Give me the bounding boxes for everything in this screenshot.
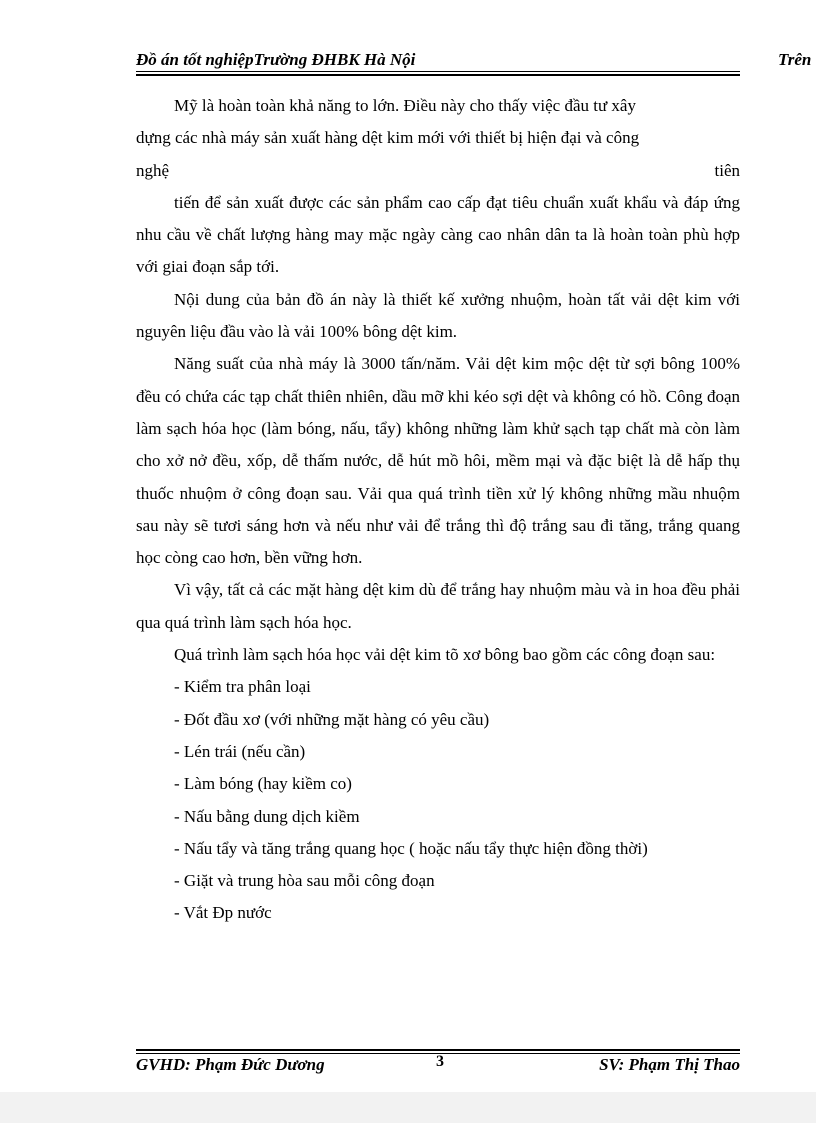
body-text xyxy=(136,90,740,930)
word-right: tiên xyxy=(714,160,740,180)
list-item: - Nấu bằng dung dịch kiềm xyxy=(174,806,360,826)
header-title: Đồ án tốt nghiệpTrường ĐHBK Hà Nội xyxy=(136,50,416,69)
paragraph: tiến để sản xuất được các sản phẩm cao cấp đạt tiêu chuẩn xuất khẩu và đáp ứng nhu cầu về chất lượng hàng may mặc ngày càng cao nhân dân ta là hoàn toàn phù hợp với giai đoạn sắp tới. xyxy=(136,192,740,277)
list-item: - Giặt và trung hòa sau mỗi công đoạn xyxy=(174,871,435,891)
footer-rule-thick xyxy=(136,1049,740,1051)
word-left: nghệ xyxy=(136,160,170,180)
footer-supervisor: GVHD: Phạm Đức Dương xyxy=(136,1055,325,1074)
paragraph: Nội dung của bản đồ án này là thiết kế xưởng nhuộm, hoàn tất vải dệt kim với nguyên liệu đầu vào là vải 100% bông dệt kim. xyxy=(136,289,740,342)
header-right-text: Trên xyxy=(778,50,812,69)
list-item: - Kiểm tra phân loại xyxy=(174,677,311,697)
paragraph-line: Mỹ là hoàn toàn khả năng to lớn. Điều này cho thấy việc đầu tư xây xyxy=(174,96,636,115)
paragraph: Vì vậy, tất cả các mặt hàng dệt kim dù để trắng hay nhuộm màu và in hoa đều phải qua quá trình làm sạch hóa học. xyxy=(136,580,740,632)
list-item: - Đốt đầu xơ (với những mặt hàng có yêu cầu) xyxy=(174,709,490,729)
header-rule-thick xyxy=(136,74,740,76)
list-item: - Lén trái (nếu cần) xyxy=(174,741,306,761)
page-number: 3 xyxy=(436,1053,444,1070)
header-rule xyxy=(136,71,740,72)
paragraph: Năng suất của nhà máy là 3000 tấn/năm. Vải dệt kim mộc dệt từ sợi bông 100% đều có chứa các tạp chất thiên nhiên, dầu mỡ khi kéo sợi dệt và không có hồ. Công đoạn làm sạch hóa học (làm bóng, nấu, tẩy) không những làm khử sạch tạp chất mà còn làm cho xở nở đều, xốp, dễ thấm nước, dễ hút mồ hôi, mềm mại và đặc biệt là dễ hấp thụ thuốc nhuộm ở công đoạn sau. Vải qua quá trình tiền xử lý không những mầu nhuộm sau này sẽ tươi sáng hơn và nếu như vải để trắng thì độ trắng sau đi tăng, trắng quang học còng cao hơn, bền vững hơn. xyxy=(136,354,740,568)
list-item: - Làm bóng (hay kiềm co) xyxy=(174,774,352,794)
paragraph-line: dựng các nhà máy sản xuất hàng dệt kim mới với thiết bị hiện đại và công xyxy=(136,128,640,148)
paragraph: Quá trình làm sạch hóa học vải dệt kim tõ xơ bông bao gồm các công đoạn sau: xyxy=(174,645,716,665)
list-item: - Vắt Đp nước xyxy=(174,903,272,923)
paragraph-line-spread xyxy=(136,155,740,187)
footer-student: SV: Phạm Thị Thao xyxy=(599,1055,740,1074)
page-bottom-margin xyxy=(0,1092,816,1123)
list-item: - Nấu tẩy và tăng trắng quang học ( hoặc nấu tẩy thực hiện đồng thời) xyxy=(174,838,648,858)
